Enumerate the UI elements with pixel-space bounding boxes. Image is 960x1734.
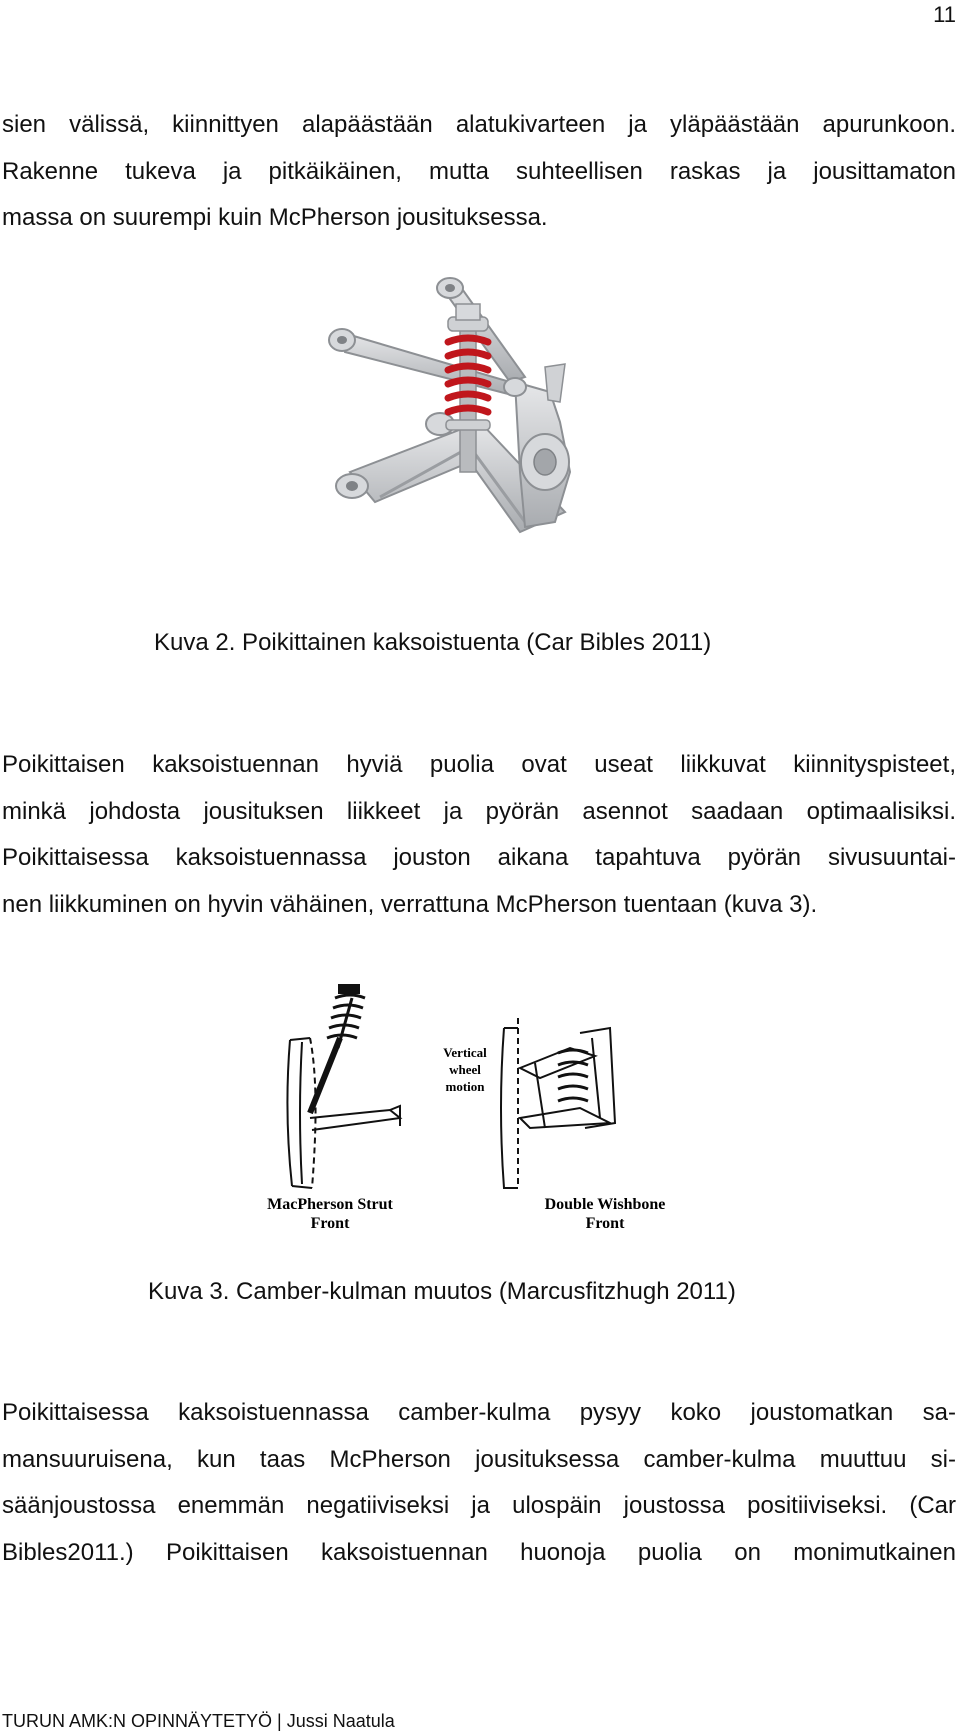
paragraph-2 bbox=[2, 742, 956, 928]
label-vertical: Vertical bbox=[443, 1045, 487, 1060]
text-line: minkä johdosta jousituksen liikkeet ja pyörän asennot saadaan optimaalisiksi. bbox=[2, 797, 956, 825]
paragraph-3 bbox=[2, 1390, 956, 1576]
text-line: massa on suurempi kuin McPherson jousituksessa. bbox=[2, 204, 548, 231]
text-line: nen liikkuminen on hyvin vähäinen, verrattuna McPherson tuentaan (kuva 3). bbox=[2, 890, 818, 918]
label-double-wishbone: Double Wishbone bbox=[544, 1196, 666, 1213]
figure-2-caption: Kuva 2. Poikittainen kaksoistuenta (Car Bibles 2011) bbox=[154, 629, 712, 656]
footer: TURUN AMK:N OPINNÄYTETYÖ | Jussi Naatula bbox=[2, 1711, 395, 1731]
text-line: Poikittaisessa kaksoistuennassa jouston aikana tapahtuva pyörän sivusuuntai- bbox=[2, 844, 956, 871]
label-wheel: wheel bbox=[449, 1062, 481, 1077]
paragraph-1 bbox=[2, 102, 956, 242]
text-line: Poikittaisessa kaksoistuennassa camber-kulma pysyy koko joustomatkan sa- bbox=[2, 1399, 956, 1426]
figure-3-caption: Kuva 3. Camber-kulman muutos (Marcusfitzhugh 2011) bbox=[148, 1278, 736, 1305]
figure-3-camber-diagram bbox=[240, 978, 720, 1228]
figure-2-double-wishbone-image bbox=[320, 272, 620, 582]
text-line: säänjoustossa enemmän negatiiviseksi ja ulospäin joustossa positiiviseksi. (Car bbox=[2, 1492, 956, 1519]
label-macpherson-front: Front bbox=[310, 1215, 350, 1228]
text-line: Poikittaisen kaksoistuennan hyviä puolia ovat useat liikkuvat kiinnityspisteet, bbox=[2, 751, 956, 778]
text-line: Bibles2011.) Poikittaisen kaksoistuennan huonoja puolia on monimutkainen bbox=[2, 1538, 956, 1566]
label-double-wishbone-front: Front bbox=[585, 1215, 625, 1228]
text-line: mansuuruisena, kun taas McPherson jousituksessa camber-kulma muuttuu si- bbox=[2, 1445, 956, 1473]
label-motion: motion bbox=[445, 1079, 485, 1094]
text-line: Rakenne tukeva ja pitkäikäinen, mutta suhteellisen raskas ja jousittamaton bbox=[2, 157, 956, 185]
text-line: sien välissä, kiinnittyen alapäästään alatukivarteen ja yläpäästään apurunkoon. bbox=[2, 111, 956, 138]
label-macpherson-strut: MacPherson Strut bbox=[267, 1196, 393, 1213]
page-number: 11 bbox=[933, 2, 956, 27]
